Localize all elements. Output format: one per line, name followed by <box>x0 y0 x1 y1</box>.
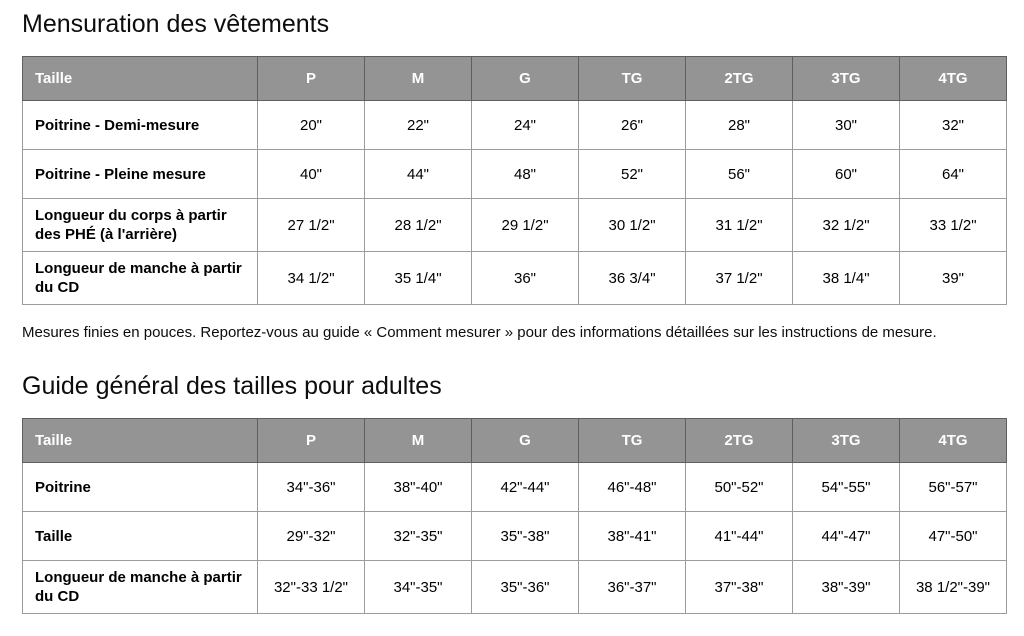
value-cell: 38"-41" <box>579 512 686 561</box>
column-header-2tg: 2TG <box>686 419 793 463</box>
column-header-3tg: 3TG <box>793 419 900 463</box>
value-cell: 64" <box>900 150 1007 199</box>
value-cell: 54"-55" <box>793 463 900 512</box>
garment-measurements-table <box>22 56 1007 305</box>
garment-measurements-title: Mensuration des vêtements <box>22 10 330 38</box>
column-header-p: P <box>258 57 365 101</box>
value-cell: 36 3/4" <box>579 252 686 305</box>
column-header-4tg: 4TG <box>900 57 1007 101</box>
header-row <box>23 419 1007 463</box>
column-header-m: M <box>365 57 472 101</box>
value-cell: 44" <box>365 150 472 199</box>
value-cell: 56" <box>686 150 793 199</box>
table-row <box>23 463 1007 512</box>
value-cell: 35 1/4" <box>365 252 472 305</box>
value-cell: 30" <box>793 101 900 150</box>
column-header-m: M <box>365 419 472 463</box>
value-cell: 38"-40" <box>365 463 472 512</box>
value-cell: 26" <box>579 101 686 150</box>
value-cell: 29 1/2" <box>472 199 579 252</box>
value-cell: 48" <box>472 150 579 199</box>
table-row <box>23 199 1007 252</box>
column-header-g: G <box>472 419 579 463</box>
value-cell: 36" <box>472 252 579 305</box>
value-cell: 37"-38" <box>686 561 793 614</box>
value-cell: 28 1/2" <box>365 199 472 252</box>
table-row <box>23 252 1007 305</box>
table-row <box>23 561 1007 614</box>
column-header-taille: Taille <box>23 57 258 101</box>
row-label: Poitrine - Demi-mesure <box>23 101 258 150</box>
value-cell: 42"-44" <box>472 463 579 512</box>
value-cell: 35"-38" <box>472 512 579 561</box>
value-cell: 38 1/4" <box>793 252 900 305</box>
value-cell: 22" <box>365 101 472 150</box>
value-cell: 31 1/2" <box>686 199 793 252</box>
value-cell: 47"-50" <box>900 512 1007 561</box>
row-label: Poitrine - Pleine mesure <box>23 150 258 199</box>
value-cell: 32" <box>900 101 1007 150</box>
value-cell: 37 1/2" <box>686 252 793 305</box>
value-cell: 36"-37" <box>579 561 686 614</box>
value-cell: 24" <box>472 101 579 150</box>
value-cell: 35"-36" <box>472 561 579 614</box>
value-cell: 50"-52" <box>686 463 793 512</box>
table-row <box>23 512 1007 561</box>
value-cell: 38 1/2"-39" <box>900 561 1007 614</box>
measurement-footnote: Mesures finies en pouces. Reportez-vous au guide « Comment mesurer » pour des informations détaillées sur les instructions de mesure. <box>22 324 937 341</box>
value-cell: 27 1/2" <box>258 199 365 252</box>
row-label: Poitrine <box>23 463 258 512</box>
value-cell: 39" <box>900 252 1007 305</box>
value-cell: 44"-47" <box>793 512 900 561</box>
adult-size-guide-table <box>22 418 1007 614</box>
row-label: Taille <box>23 512 258 561</box>
table-row <box>23 150 1007 199</box>
value-cell: 38"-39" <box>793 561 900 614</box>
column-header-p: P <box>258 419 365 463</box>
column-header-tg: TG <box>579 57 686 101</box>
value-cell: 52" <box>579 150 686 199</box>
value-cell: 32"-35" <box>365 512 472 561</box>
adult-size-guide-title: Guide général des tailles pour adultes <box>22 372 442 400</box>
table-row <box>23 101 1007 150</box>
column-header-tg: TG <box>579 419 686 463</box>
header-row <box>23 57 1007 101</box>
value-cell: 34 1/2" <box>258 252 365 305</box>
row-label: Longueur du corps à partir des PHÉ (à l'arrière) <box>23 199 258 252</box>
value-cell: 28" <box>686 101 793 150</box>
value-cell: 46"-48" <box>579 463 686 512</box>
value-cell: 40" <box>258 150 365 199</box>
column-header-2tg: 2TG <box>686 57 793 101</box>
value-cell: 32 1/2" <box>793 199 900 252</box>
column-header-g: G <box>472 57 579 101</box>
column-header-4tg: 4TG <box>900 419 1007 463</box>
value-cell: 20" <box>258 101 365 150</box>
value-cell: 41"-44" <box>686 512 793 561</box>
value-cell: 29"-32" <box>258 512 365 561</box>
row-label: Longueur de manche à partir du CD <box>23 252 258 305</box>
value-cell: 60" <box>793 150 900 199</box>
value-cell: 33 1/2" <box>900 199 1007 252</box>
value-cell: 32"-33 1/2" <box>258 561 365 614</box>
value-cell: 56"-57" <box>900 463 1007 512</box>
column-header-3tg: 3TG <box>793 57 900 101</box>
value-cell: 34"-36" <box>258 463 365 512</box>
value-cell: 30 1/2" <box>579 199 686 252</box>
value-cell: 34"-35" <box>365 561 472 614</box>
row-label: Longueur de manche à partir du CD <box>23 561 258 614</box>
column-header-taille: Taille <box>23 419 258 463</box>
